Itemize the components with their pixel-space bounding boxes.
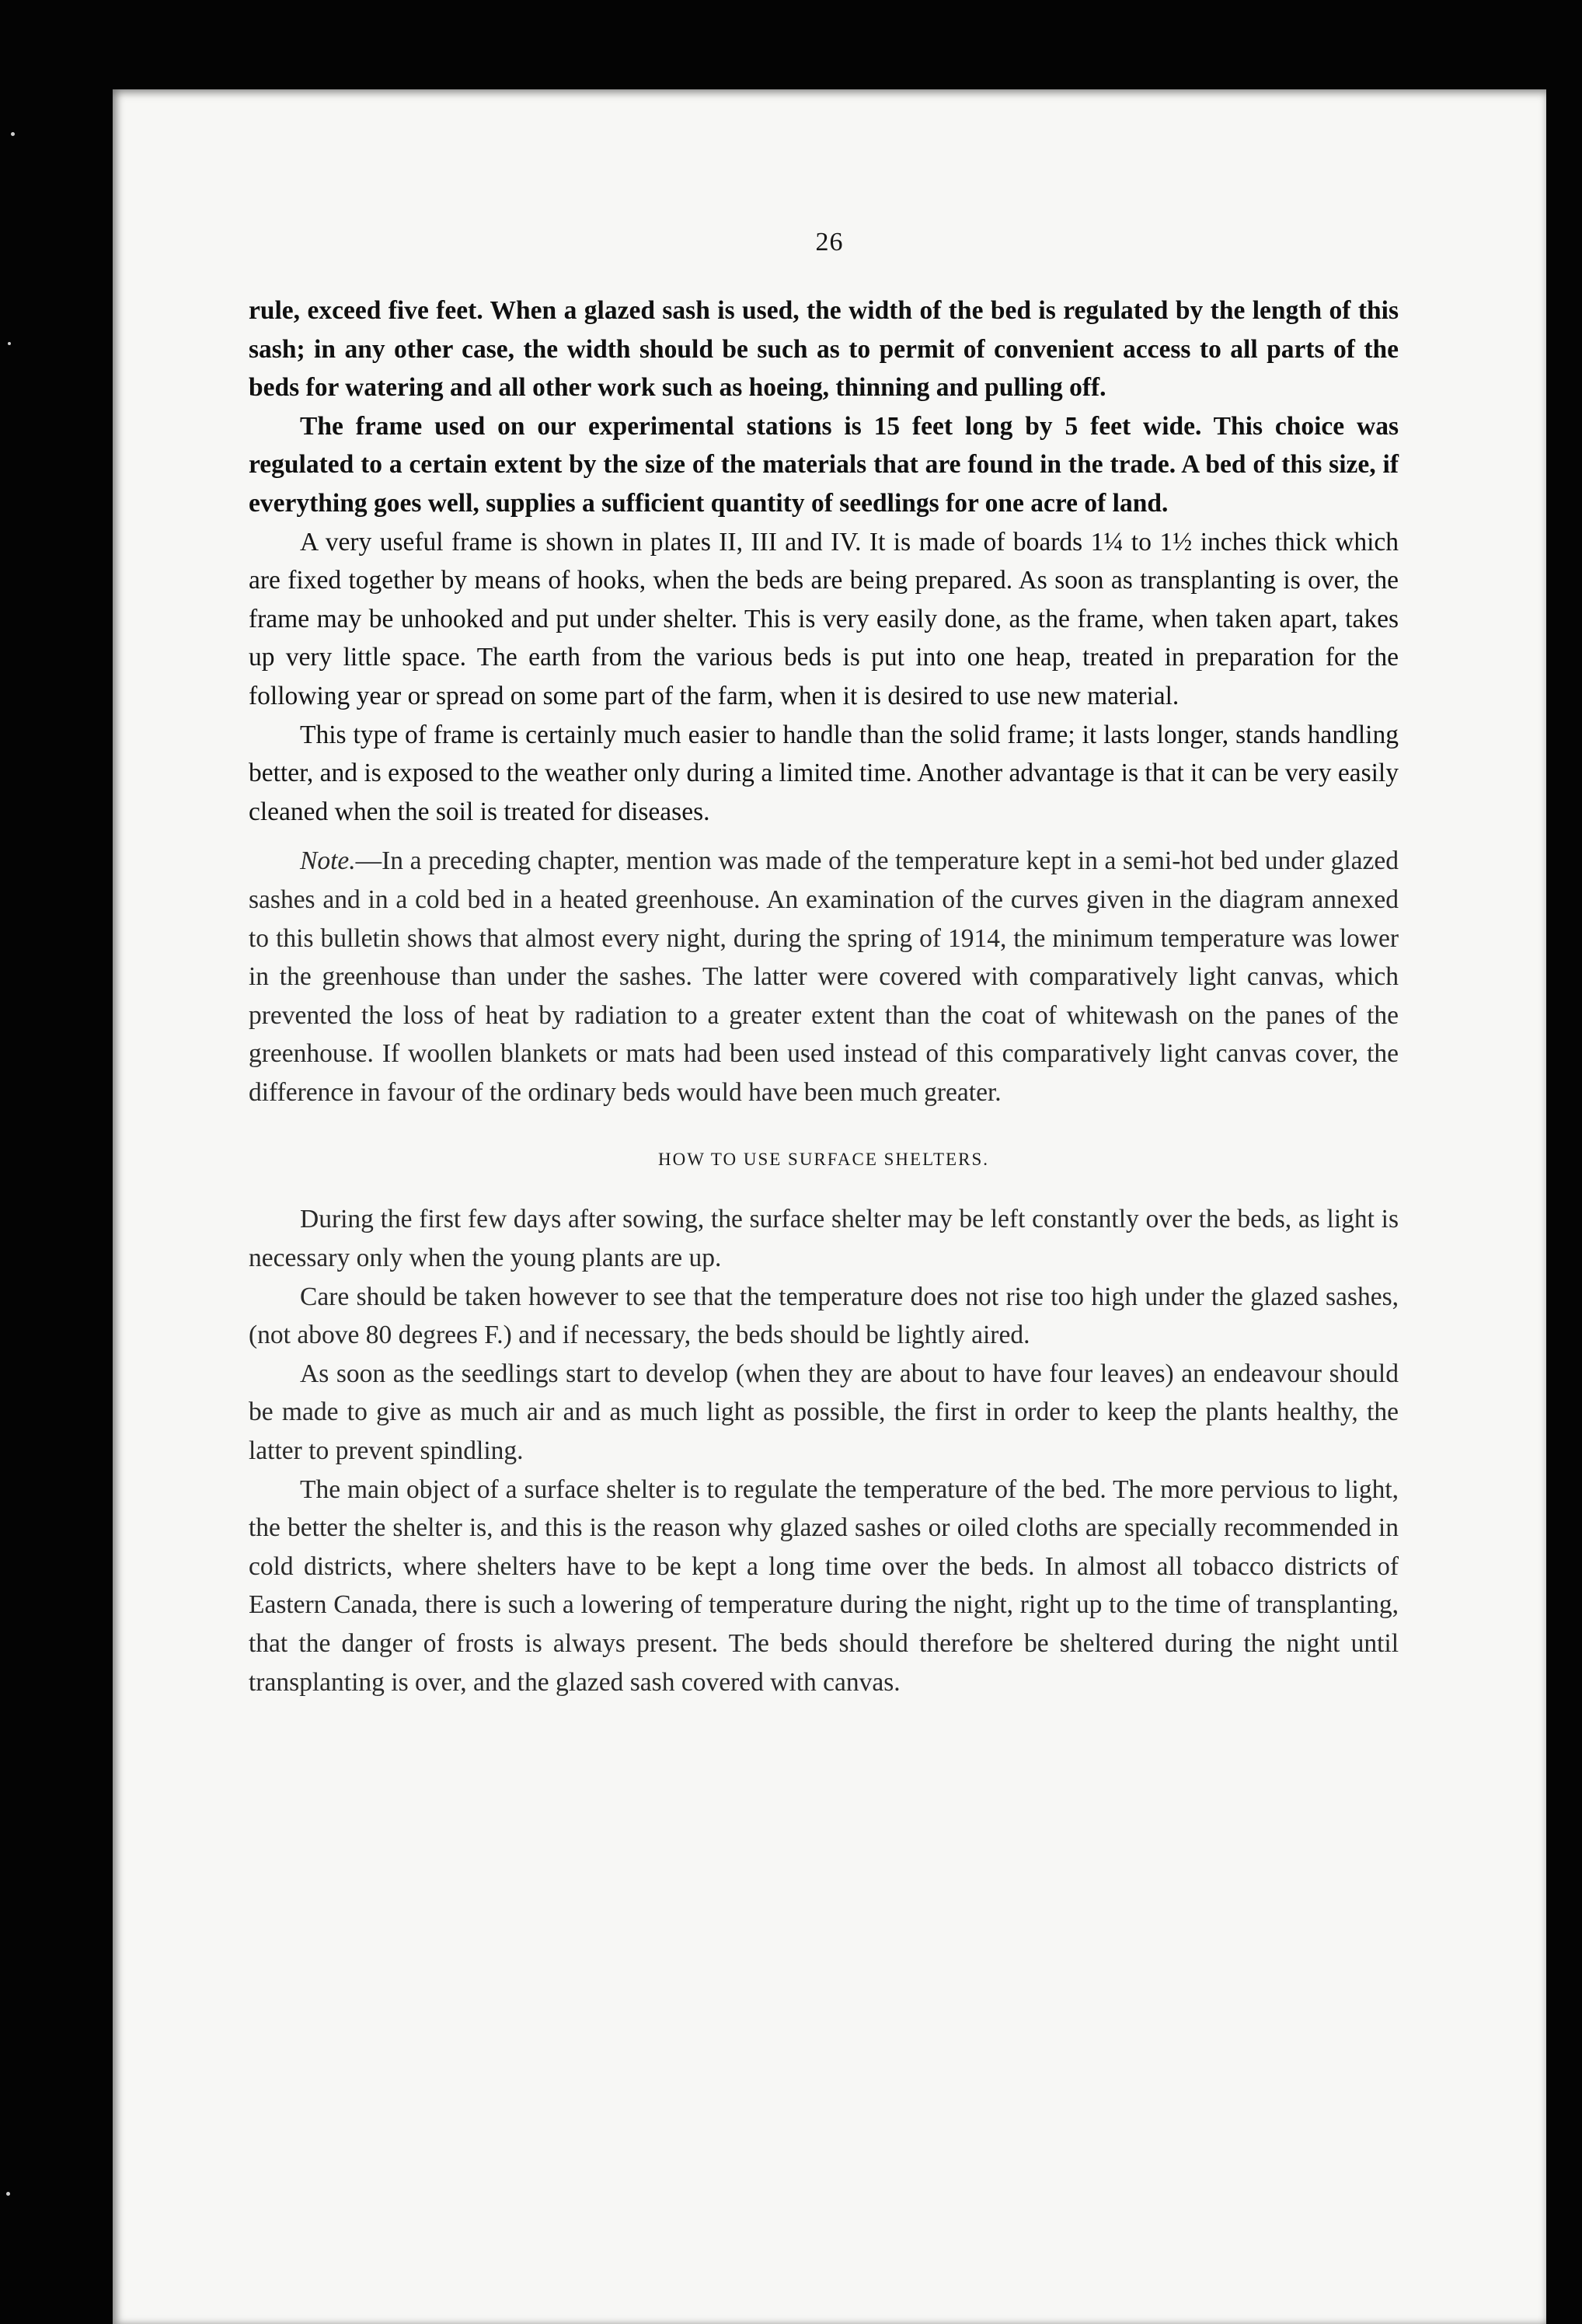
paragraph-useful-frame: A very useful frame is shown in plates II, III and IV. It is made of boards 1¼ to 1½ inches thick which are fixed together by means of hooks, when the beds are being prepared. As soon as transplanting is over, the frame may be unhooked and put under shelter. This is very easily done, as the frame, when taken apart, takes up very little space. The earth from the various beds is put into one heap, treated in preparation for the following year or spread on some part of the farm, when it is desired to use new material. [249,527,1399,710]
paragraph-temperature-care: Care should be taken however to see that the temperature does not rise too high under the glazed sashes, (not above 80 degrees F.) and if necessary, the beds should be lightly aired. [249,1282,1399,1350]
paragraph-main-object: The main object of a surface shelter is to regulate the temperature of the bed. The more pervious to light, the better the shelter is, and this is the reason why glazed sashes or oiled cloths are specially recommended in cold districts, where shelters have to be kept a long time over the beds. In almost all tobacco districts of Eastern Canada, there is such a lowering of temperature during the night, right up to the time of transplanting, that the danger of frosts is always present. The beds should therefore be sheltered during the night until transplanting is over, and the glazed sash covered with canvas. [249,1474,1399,1697]
note-label: Note. [300,846,356,876]
paragraph-frame-type: This type of frame is certainly much easier to handle than the solid frame; it lasts longer, stands handling better, and is exposed to the weather only during a limited time. Another advantage is that it can be very easily cleaned when the soil is treated for diseases. [249,720,1399,826]
note-text: —In a preceding chapter, mention was made of the temperature kept in a semi-hot bed under glazed sashes and in a cold bed in a heated greenhouse. An examination of the curves given in the diagram annexed to this bulletin shows that almost every night, during the spring of 1914, the minimum temperature was lower in the greenhouse than under the sashes. The latter were covered with comparatively light canvas, which prevented the loss of heat by radiation to a greater extent than the coat of whitewash on the panes of the greenhouse. If woollen blankets or mats had been used instead of this comparatively light canvas cover, the difference in favour of the ordinary beds would have been much greater. [249,846,1399,1107]
speck [11,132,15,136]
paragraph-first-days: During the first few days after sowing, the surface shelter may be left constantly over the beds, as light is necessary only when the young plants are up. [249,1205,1399,1273]
speck [8,342,11,345]
body-text [249,291,1399,1701]
paragraph-seedlings-develop: As soon as the seedlings start to develop (when they are about to have four leaves) an endeavour should be made to give as much air and as much light as possible, the first in order to keep the plants healthy, the latter to prevent spindling. [249,1359,1399,1466]
page-number: 26 [815,228,844,256]
paragraph-continuation: rule, exceed five feet. When a glazed sash is used, the width of the bed is regulated by the length of this sash; in any other case, the width should be such as to permit of convenient access to all parts of the beds for watering and all other work such as hoeing, thinning and pulling off. [249,296,1399,403]
note-paragraph [249,842,1399,1111]
section-heading: HOW TO USE SURFACE SHELTERS. [658,1150,989,1170]
document-page [113,89,1546,2324]
paragraph-frame-size: The frame used on our experimental stations is 15 feet long by 5 feet wide. This choice was regulated to a certain extent by the size of the materials that are found in the trade. A bed of this size, if everything goes well, supplies a sufficient quantity of seedlings for one acre of land. [249,411,1399,518]
speck [6,2192,10,2196]
